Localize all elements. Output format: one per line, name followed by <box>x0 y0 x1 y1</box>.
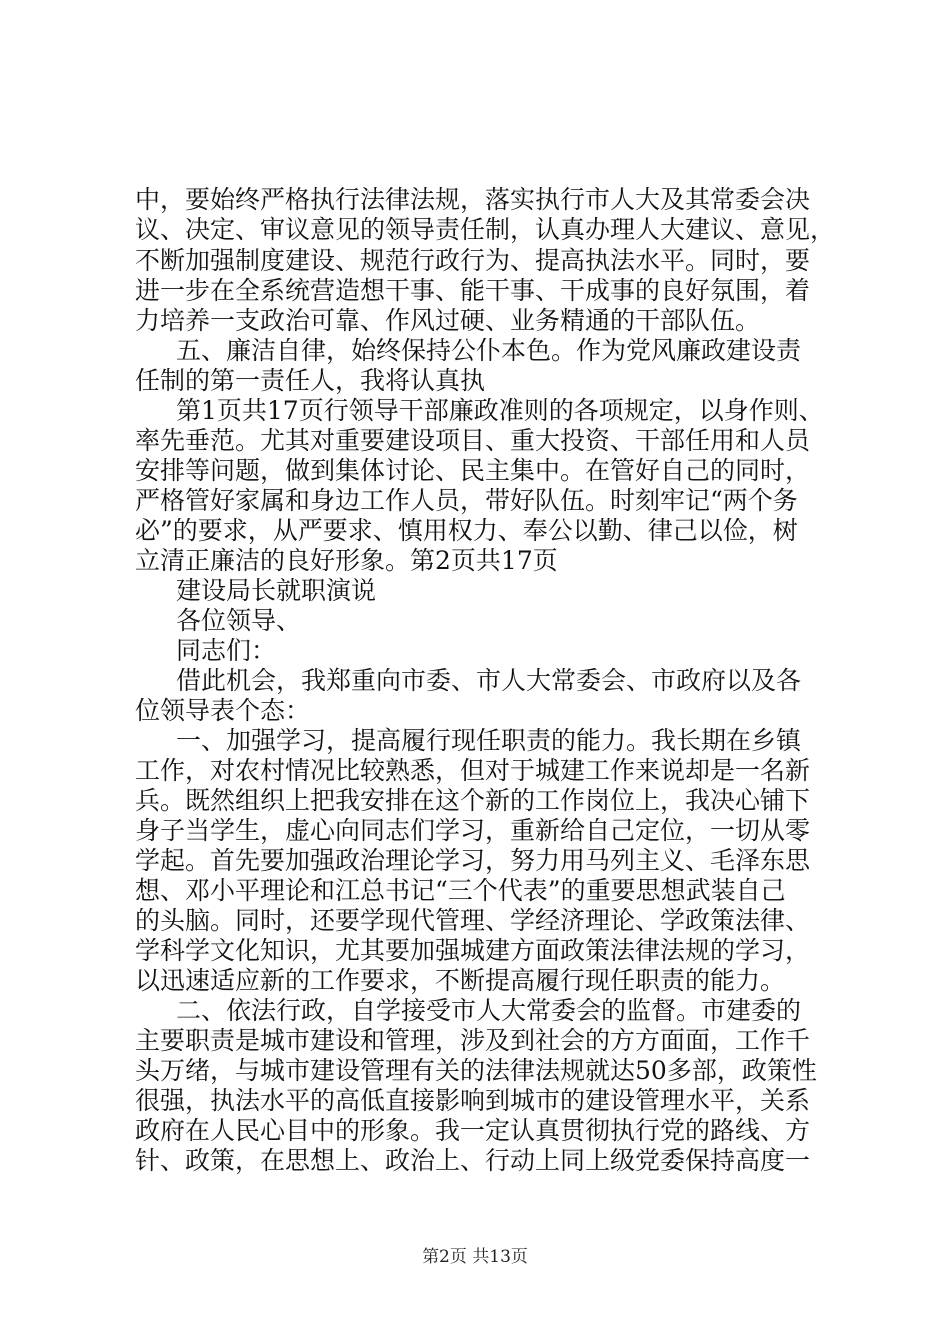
text-line: 很强，执法水平的高低直接影响到城市的建设管理水平，关系 <box>135 1086 811 1115</box>
text-line: 力培养一支政治可靠、作风过硬、业务精通的干部队伍。 <box>135 306 761 335</box>
salutation-line: 各位领导、 <box>176 606 302 635</box>
text-line: 学科学文化知识，尤其要加强城建方面政策法律法规的学习， <box>135 936 811 965</box>
text-line: 第1页共17页行领导干部廉政准则的各项规定，以身作则、 <box>176 396 824 425</box>
text-line: 位领导表个态： <box>135 696 311 725</box>
text-line: 想、邓小平理论和江总书记“三个代表”的重要思想武装自己 <box>135 876 786 905</box>
text-line: 兵。既然组织上把我安排在这个新的工作岗位上，我决心铺下 <box>135 786 811 815</box>
text-line: 安排等问题，做到集体讨论、民主集中。在管好自己的同时， <box>135 456 811 485</box>
text-line: 主要职责是城市建设和管理，涉及到社会的方方面面，工作千 <box>135 1026 811 1055</box>
text-line: 借此机会，我郑重向市委、市人大常委会、市政府以及各 <box>176 666 802 695</box>
text-line: 一、加强学习，提高履行现任职责的能力。我长期在乡镇 <box>176 726 802 755</box>
salutation-line: 同志们： <box>176 636 277 665</box>
text-line: 不断加强制度建设、规范行政行为、提高执法水平。同时，要 <box>135 246 811 275</box>
text-line: 严格管好家属和身边工作人员，带好队伍。时刻牢记“两个务 <box>135 486 798 515</box>
text-line: 二、依法行政，自学接受市人大常委会的监督。市建委的 <box>176 996 802 1025</box>
text-line: 率先垂范。尤其对重要建设项目、重大投资、干部任用和人员 <box>135 426 811 455</box>
text-line: 工作，对农村情况比较熟悉，但对于城建工作来说却是一名新 <box>135 756 811 785</box>
section-title: 建设局长就职演说 <box>176 576 377 605</box>
text-line: 针、政策，在思想上、政治上、行动上同上级党委保持高度一 <box>135 1146 811 1175</box>
text-line: 进一步在全系统营造想干事、能干事、干成事的良好氛围，着 <box>135 276 811 305</box>
text-line: 政府在人民心目中的形象。我一定认真贯彻执行党的路线、方 <box>135 1116 811 1145</box>
text-line: 必”的要求，从严要求、慎用权力、奉公以勤、律己以俭，树 <box>135 516 798 545</box>
text-line: 中，要始终严格执行法律法规，落实执行市人大及其常委会决 <box>135 185 811 214</box>
text-line: 五、廉洁自律，始终保持公仆本色。作为党风廉政建设责 <box>176 336 802 365</box>
text-line: 立清正廉洁的良好形象。第2页共17页 <box>135 546 558 575</box>
text-line: 头万绪，与城市建设管理有关的法律法规就达50多部，政策性 <box>135 1056 817 1085</box>
text-line: 任制的第一责任人，我将认真执 <box>135 366 486 395</box>
text-line: 学起。首先要加强政治理论学习，努力用马列主义、毛泽东思 <box>135 846 811 875</box>
text-line: 的头脑。同时，还要学现代管理、学经济理论、学政策法律、 <box>135 906 811 935</box>
text-line: 以迅速适应新的工作要求，不断提高履行现任职责的能力。 <box>135 966 786 995</box>
text-line: 身子当学生，虚心向同志们学习，重新给自己定位，一切从零 <box>135 816 811 845</box>
text-line: 议、决定、审议意见的领导责任制，认真办理人大建议、意见， <box>135 215 836 244</box>
page-number-footer: 第2页 共13页 <box>422 1247 528 1267</box>
